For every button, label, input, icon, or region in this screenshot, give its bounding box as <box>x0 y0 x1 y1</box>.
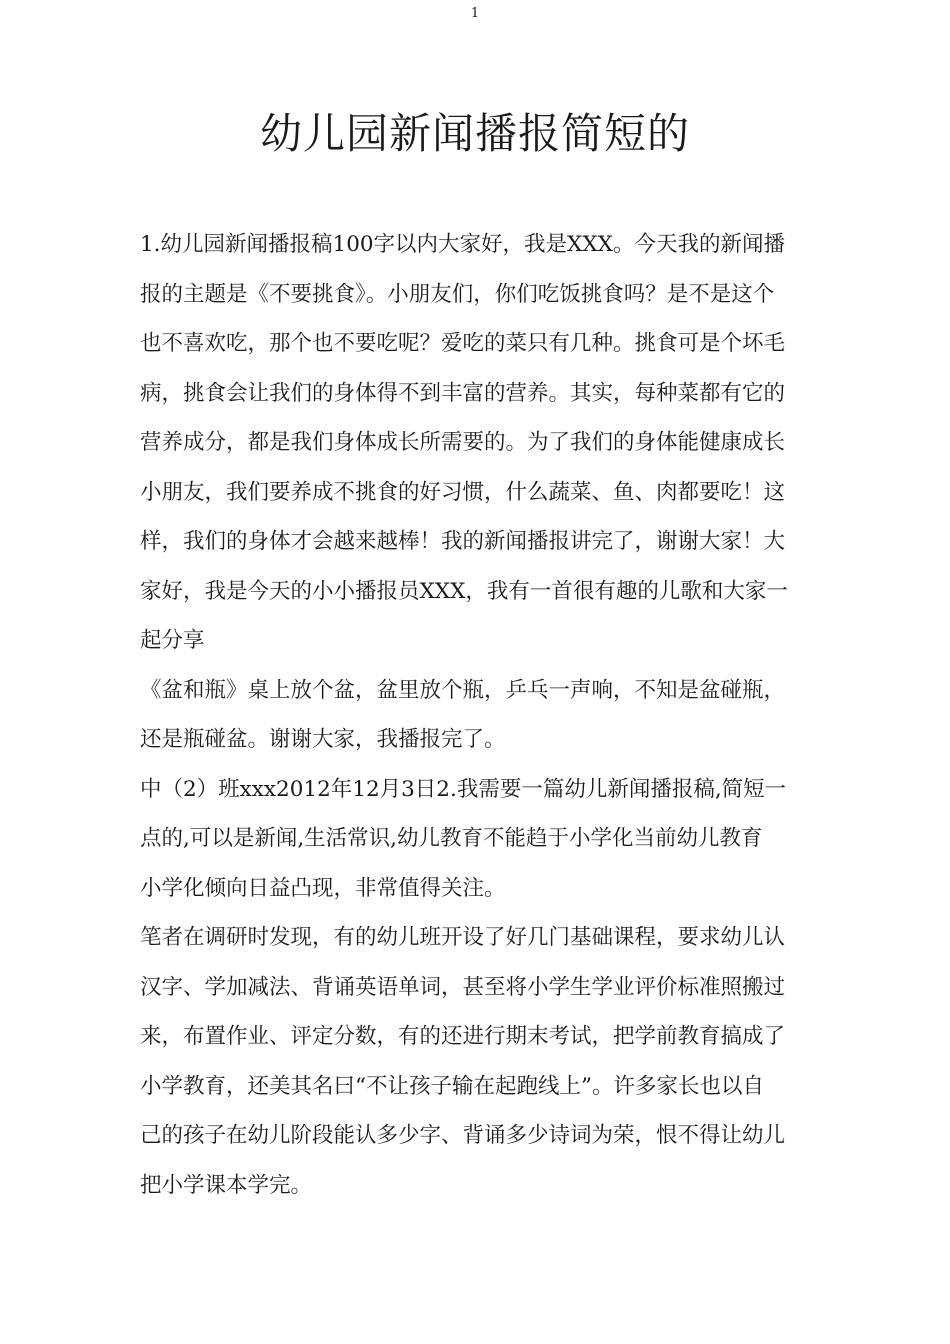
paragraph-nursery-rhyme: 《盆和瓶》桌上放个盆，盆里放个瓶，乒乓一声响，不知是盆碰瓶， 还是瓶碰盆。谢谢大家，我播报完了。 <box>140 677 786 752</box>
paragraph-class-request: 中（2）班xxx2012年12月3日2.我需要一篇幼儿新闻播报稿,简短一 点的,可以是新闻,生活常识,幼儿教育不能趋于小学化当前幼儿教育 小学化倾向日益凸现，非常值得关注。 <box>140 776 787 901</box>
document-title: 幼儿园新闻播报简短的 <box>259 109 690 158</box>
document-body <box>140 220 820 1210</box>
paragraph-research: 笔者在调研时发现，有的幼儿班开设了好几门基础课程，要求幼儿认 汉字、学加减法、背诵英语单词，甚至将小学生学业评价标准照搬过 来，布置作业、评定分数，有的还进行期末考试，把学前教育搞成了 小学教育，还美其名曰“不让孩子输在起跑线上”。许多家长也以自 己的孩子在幼儿阶段能认多少字、背诵多少诗词为荣，恨不得让幼儿 把小学课本学完。 <box>140 925 786 1198</box>
page-number: 1 <box>470 6 480 21</box>
paragraph-news-script: 1.幼儿园新闻播报稿100字以内大家好，我是XXX。今天我的新闻播 报的主题是《不要挑食》。小朋友们，你们吃饭挑食吗？是不是这个 也不喜欢吃，那个也不要吃呢？爱吃的菜只有几种。挑食可是个坏毛 病，挑食会让我们的身体得不到丰富的营养。其实，每种菜都有它的 营养成分，都是我们身体成长所需要的。为了我们的身体能健康成长 小朋友，我们要养成不挑食的好习惯，什么蔬菜、鱼、肉都要吃！这 样，我们的身体才会越来越棒！我的新闻播报讲完了，谢谢大家！大 家好，我是今天的小小播报员XXX，我有一首很有趣的儿歌和大家一 起分享 <box>140 232 788 653</box>
